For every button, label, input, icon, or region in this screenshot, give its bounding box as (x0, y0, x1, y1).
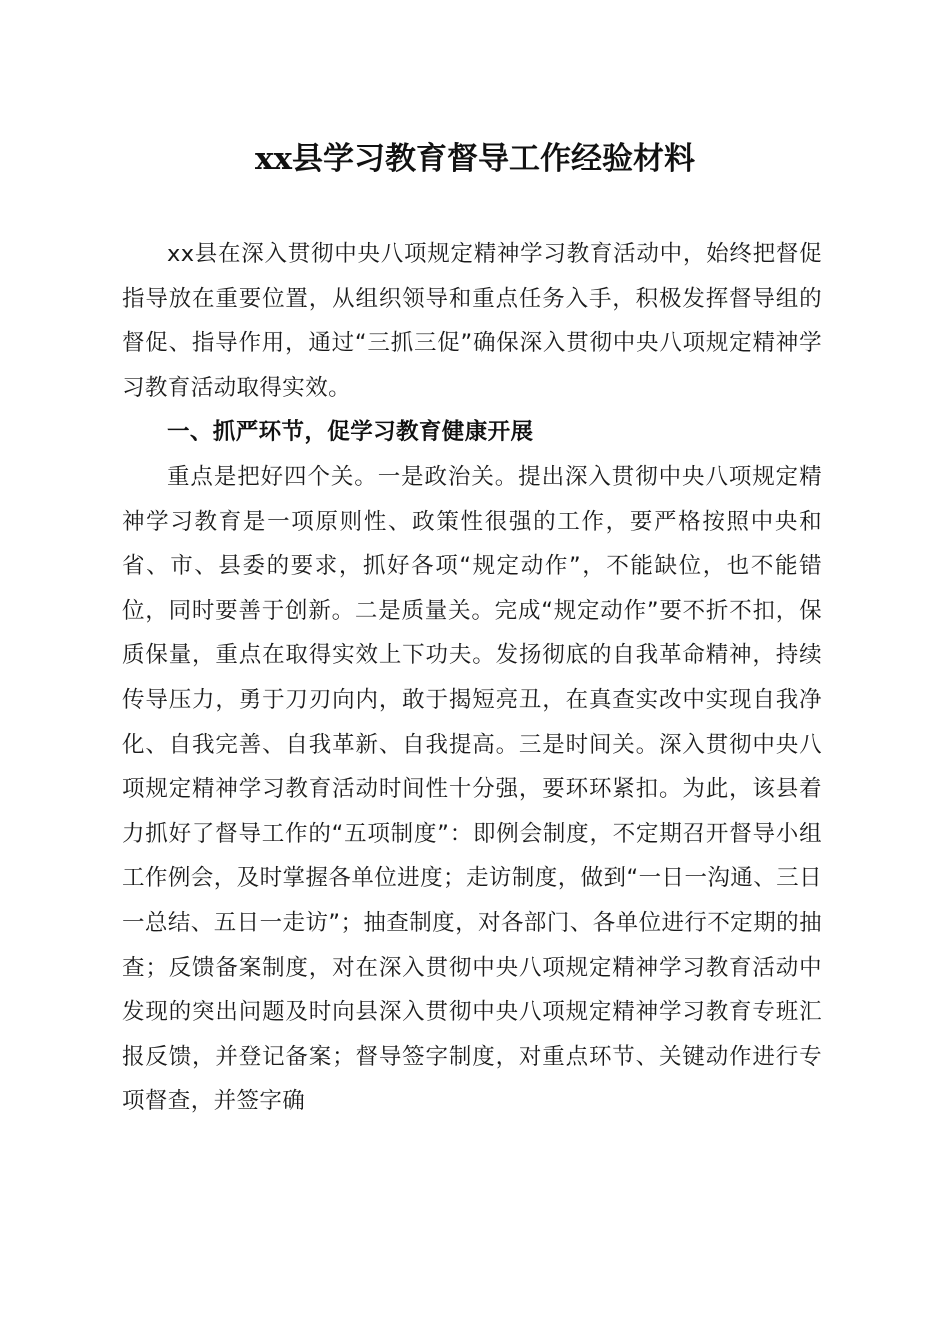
document-body (122, 232, 822, 1124)
intro-paragraph: xx县在深入贯彻中央八项规定精神学习教育活动中，始终把督促指导放在重要位置，从组织领导和重点任务入手，积极发挥督导组的督促、指导作用，通过“三抓三促”确保深入贯彻中央八项规定精神学习教育活动取得实效。 (122, 241, 822, 401)
section-1-paragraph: 重点是把好四个关。一是政治关。提出深入贯彻中央八项规定精神学习教育是一项原则性、政策性很强的工作，要严格按照中央和省、市、县委的要求，抓好各项“规定动作”，不能缺位，也不能错位，同时要善于创新。二是质量关。完成“规定动作”要不折不扣，保质保量，重点在取得实效上下功夫。发扬彻底的自我革命精神，持续传导压力，勇于刀刃向内，敢于揭短亮丑，在真查实改中实现自我净化、自我完善、自我革新、自我提高。三是时间关。深入贯彻中央八项规定精神学习教育活动时间性十分强，要环环紧扣。为此，该县着力抓好了督导工作的“五项制度”：即例会制度，不定期召开督导小组工作例会，及时掌握各单位进度；走访制度，做到“一日一沟通、三日一总结、五日一走访”；抽查制度，对各部门、各单位进行不定期的抽查；反馈备案制度，对在深入贯彻中央八项规定精神学习教育活动中发现的突出问题及时向县深入贯彻中央八项规定精神学习教育专班汇报反馈，并登记备案；督导签字制度，对重点环节、关键动作进行专项督查，并签字确 (122, 463, 822, 1115)
section-heading-1: 一、抓严环节，促学习教育健康开展 (167, 419, 534, 446)
document-title: xx县学习教育督导工作经验材料 (255, 141, 695, 177)
